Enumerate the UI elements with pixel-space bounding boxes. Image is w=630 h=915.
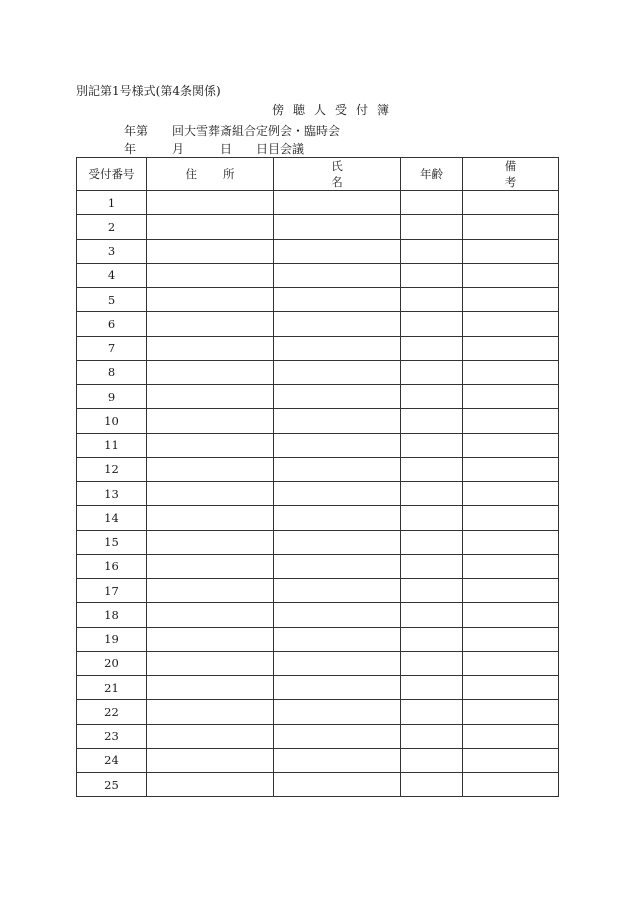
address-cell[interactable] <box>147 288 274 312</box>
address-cell[interactable] <box>147 651 274 675</box>
session-line <box>124 124 340 138</box>
age-cell[interactable] <box>401 530 463 554</box>
name-cell[interactable] <box>274 603 401 627</box>
age-cell[interactable] <box>401 336 463 360</box>
address-cell[interactable] <box>147 263 274 287</box>
age-cell[interactable] <box>401 603 463 627</box>
column-header-remarks: 備考 <box>463 158 559 191</box>
age-cell[interactable] <box>401 457 463 481</box>
address-cell[interactable] <box>147 724 274 748</box>
remarks-cell[interactable] <box>463 530 559 554</box>
age-cell[interactable] <box>401 263 463 287</box>
date-day-label: 日 <box>220 142 233 156</box>
name-cell[interactable] <box>274 579 401 603</box>
remarks-cell[interactable] <box>463 603 559 627</box>
age-cell[interactable] <box>401 288 463 312</box>
age-cell[interactable] <box>401 700 463 724</box>
table-row <box>77 773 559 797</box>
table-row <box>77 554 559 578</box>
table-row <box>77 288 559 312</box>
form-label: 別記第1号様式(第4条関係) <box>76 84 221 98</box>
age-cell[interactable] <box>401 433 463 457</box>
address-cell[interactable] <box>147 409 274 433</box>
name-cell[interactable] <box>274 651 401 675</box>
row-number-cell: 23 <box>77 724 147 748</box>
address-cell[interactable] <box>147 457 274 481</box>
address-cell[interactable] <box>147 627 274 651</box>
address-cell[interactable] <box>147 773 274 797</box>
age-cell[interactable] <box>401 191 463 215</box>
table-row <box>77 191 559 215</box>
address-cell[interactable] <box>147 360 274 384</box>
name-cell[interactable] <box>274 676 401 700</box>
row-number-cell: 21 <box>77 676 147 700</box>
table-row <box>77 457 559 481</box>
name-cell[interactable] <box>274 215 401 239</box>
name-cell[interactable] <box>274 482 401 506</box>
row-number-cell: 20 <box>77 651 147 675</box>
age-cell[interactable] <box>401 748 463 772</box>
row-number-cell: 15 <box>77 530 147 554</box>
age-cell[interactable] <box>401 651 463 675</box>
row-number-cell: 1 <box>77 191 147 215</box>
remarks-cell[interactable] <box>463 409 559 433</box>
remarks-cell[interactable] <box>463 482 559 506</box>
remarks-cell[interactable] <box>463 627 559 651</box>
row-number-cell: 12 <box>77 457 147 481</box>
table-row <box>77 651 559 675</box>
age-cell[interactable] <box>401 773 463 797</box>
row-number-cell: 3 <box>77 239 147 263</box>
remarks-cell[interactable] <box>463 433 559 457</box>
column-header-number: 受付番号 <box>77 158 147 191</box>
remarks-cell[interactable] <box>463 360 559 384</box>
address-cell[interactable] <box>147 336 274 360</box>
row-number-cell: 22 <box>77 700 147 724</box>
remarks-cell[interactable] <box>463 239 559 263</box>
remarks-cell[interactable] <box>463 312 559 336</box>
remarks-cell[interactable] <box>463 724 559 748</box>
row-number-cell: 9 <box>77 385 147 409</box>
name-cell[interactable] <box>274 385 401 409</box>
row-number-cell: 17 <box>77 579 147 603</box>
table-body <box>77 191 559 797</box>
name-cell[interactable] <box>274 506 401 530</box>
table-row <box>77 433 559 457</box>
address-cell[interactable] <box>147 700 274 724</box>
address-cell[interactable] <box>147 506 274 530</box>
document-title: 傍聴人受付簿 <box>272 103 399 117</box>
name-cell[interactable] <box>274 748 401 772</box>
address-cell[interactable] <box>147 676 274 700</box>
row-number-cell: 24 <box>77 748 147 772</box>
name-cell[interactable] <box>274 724 401 748</box>
age-cell[interactable] <box>401 409 463 433</box>
remarks-cell[interactable] <box>463 215 559 239</box>
row-number-cell: 8 <box>77 360 147 384</box>
remarks-cell[interactable] <box>463 336 559 360</box>
table-row <box>77 263 559 287</box>
session-text: 回大雪葬斎組合定例会・臨時会 <box>172 124 341 138</box>
address-cell[interactable] <box>147 530 274 554</box>
name-cell[interactable] <box>274 530 401 554</box>
row-number-cell: 7 <box>77 336 147 360</box>
date-suffix: 日目会議 <box>256 142 305 156</box>
age-cell[interactable] <box>401 360 463 384</box>
table-row <box>77 603 559 627</box>
table-row <box>77 627 559 651</box>
remarks-cell[interactable] <box>463 385 559 409</box>
date-year-label: 年 <box>124 142 137 156</box>
name-cell[interactable] <box>274 191 401 215</box>
table-header-row <box>77 158 559 191</box>
name-cell[interactable] <box>274 239 401 263</box>
row-number-cell: 4 <box>77 263 147 287</box>
table-row <box>77 360 559 384</box>
address-cell[interactable] <box>147 312 274 336</box>
row-number-cell: 2 <box>77 215 147 239</box>
table-row <box>77 579 559 603</box>
name-cell[interactable] <box>274 360 401 384</box>
address-cell[interactable] <box>147 191 274 215</box>
age-cell[interactable] <box>401 482 463 506</box>
age-cell[interactable] <box>401 506 463 530</box>
row-number-cell: 10 <box>77 409 147 433</box>
row-number-cell: 19 <box>77 627 147 651</box>
date-line <box>124 142 304 156</box>
row-number-cell: 14 <box>77 506 147 530</box>
row-number-cell: 5 <box>77 288 147 312</box>
remarks-cell[interactable] <box>463 506 559 530</box>
name-cell[interactable] <box>274 409 401 433</box>
name-cell[interactable] <box>274 627 401 651</box>
remarks-cell[interactable] <box>463 263 559 287</box>
column-header-age: 年齢 <box>401 158 463 191</box>
remarks-cell[interactable] <box>463 554 559 578</box>
remarks-cell[interactable] <box>463 651 559 675</box>
address-cell[interactable] <box>147 554 274 578</box>
table-row <box>77 239 559 263</box>
age-cell[interactable] <box>401 627 463 651</box>
table-row <box>77 676 559 700</box>
remarks-cell[interactable] <box>463 676 559 700</box>
table-row <box>77 506 559 530</box>
table-row <box>77 215 559 239</box>
remarks-cell[interactable] <box>463 748 559 772</box>
address-cell[interactable] <box>147 385 274 409</box>
age-cell[interactable] <box>401 239 463 263</box>
column-header-address: 住所 <box>147 158 274 191</box>
age-cell[interactable] <box>401 724 463 748</box>
address-cell[interactable] <box>147 215 274 239</box>
table-row <box>77 336 559 360</box>
name-cell[interactable] <box>274 700 401 724</box>
age-cell[interactable] <box>401 312 463 336</box>
name-cell[interactable] <box>274 433 401 457</box>
row-number-cell: 18 <box>77 603 147 627</box>
session-year-label: 年第 <box>124 124 149 138</box>
row-number-cell: 13 <box>77 482 147 506</box>
reception-table <box>76 157 559 797</box>
remarks-cell[interactable] <box>463 457 559 481</box>
column-header-name: 氏名 <box>274 158 401 191</box>
table-row <box>77 482 559 506</box>
remarks-cell[interactable] <box>463 288 559 312</box>
address-cell[interactable] <box>147 603 274 627</box>
remarks-cell[interactable] <box>463 773 559 797</box>
name-cell[interactable] <box>274 312 401 336</box>
table-row <box>77 409 559 433</box>
date-month-label: 月 <box>172 142 185 156</box>
table-row <box>77 724 559 748</box>
name-cell[interactable] <box>274 288 401 312</box>
row-number-cell: 11 <box>77 433 147 457</box>
age-cell[interactable] <box>401 385 463 409</box>
remarks-cell[interactable] <box>463 579 559 603</box>
table-row <box>77 312 559 336</box>
address-cell[interactable] <box>147 579 274 603</box>
address-cell[interactable] <box>147 239 274 263</box>
row-number-cell: 6 <box>77 312 147 336</box>
address-cell[interactable] <box>147 748 274 772</box>
table-row <box>77 700 559 724</box>
remarks-cell[interactable] <box>463 700 559 724</box>
name-cell[interactable] <box>274 457 401 481</box>
name-cell[interactable] <box>274 263 401 287</box>
table-row <box>77 385 559 409</box>
address-cell[interactable] <box>147 482 274 506</box>
table-row <box>77 748 559 772</box>
row-number-cell: 16 <box>77 554 147 578</box>
age-cell[interactable] <box>401 215 463 239</box>
age-cell[interactable] <box>401 676 463 700</box>
address-cell[interactable] <box>147 433 274 457</box>
name-cell[interactable] <box>274 554 401 578</box>
age-cell[interactable] <box>401 554 463 578</box>
remarks-cell[interactable] <box>463 191 559 215</box>
name-cell[interactable] <box>274 773 401 797</box>
table-row <box>77 530 559 554</box>
age-cell[interactable] <box>401 579 463 603</box>
name-cell[interactable] <box>274 336 401 360</box>
row-number-cell: 25 <box>77 773 147 797</box>
